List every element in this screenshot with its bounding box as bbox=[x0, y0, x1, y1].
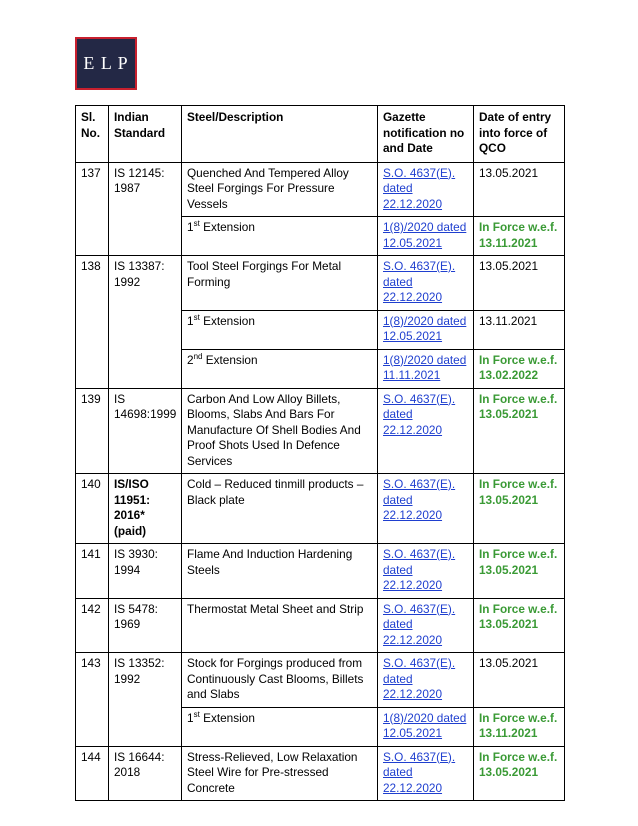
gazette-link[interactable]: S.O. 4637(E). dated 22.12.2020 bbox=[383, 656, 456, 701]
table-row bbox=[76, 256, 565, 311]
cell-description: Tool Steel Forgings For Metal Forming bbox=[182, 256, 378, 311]
gazette-link[interactable]: S.O. 4637(E). dated 22.12.2020 bbox=[383, 749, 456, 795]
cell-standard: IS 3930: 1994 bbox=[109, 544, 182, 599]
gazette-link[interactable]: S.O. 4637(E). dated 22.12.2020 bbox=[383, 477, 456, 522]
cell-date: In Force w.e.f. 13.05.2021 bbox=[474, 474, 565, 544]
cell-standard: IS 12145: 1987 bbox=[109, 162, 182, 256]
cell-date: In Force w.e.f. 13.11.2021 bbox=[474, 217, 565, 256]
table-row bbox=[76, 653, 565, 708]
cell-gazette bbox=[378, 653, 474, 708]
cell-standard: IS/ISO 11951: 2016* (paid) bbox=[109, 474, 182, 544]
table-row bbox=[76, 746, 565, 801]
gazette-link[interactable]: 1(8)/2020 dated 12.05.2021 bbox=[383, 220, 467, 250]
cell-gazette bbox=[378, 349, 474, 388]
cell-sl: 144 bbox=[76, 746, 109, 801]
gazette-link[interactable]: S.O. 4637(E). dated 22.12.2020 bbox=[383, 259, 456, 304]
cell-date: 13.05.2021 bbox=[474, 653, 565, 708]
cell-date: In Force w.e.f. 13.02.2022 bbox=[474, 349, 565, 388]
qco-table bbox=[75, 105, 565, 801]
cell-date: 13.05.2021 bbox=[474, 256, 565, 311]
table-row bbox=[76, 388, 565, 474]
gazette-link[interactable]: S.O. 4637(E). dated 22.12.2020 bbox=[383, 391, 456, 437]
cell-sl: 141 bbox=[76, 544, 109, 599]
cell-date: In Force w.e.f. 13.11.2021 bbox=[474, 707, 565, 746]
cell-sl: 140 bbox=[76, 474, 109, 544]
table-row bbox=[76, 598, 565, 653]
cell-gazette bbox=[378, 256, 474, 311]
cell-gazette bbox=[378, 544, 474, 599]
cell-date: In Force w.e.f. 13.05.2021 bbox=[474, 544, 565, 599]
table-row bbox=[76, 544, 565, 599]
cell-description: Stress-Relieved, Low Relaxation Steel Wire for Pre-stressed Concrete bbox=[182, 746, 378, 801]
cell-sl: 142 bbox=[76, 598, 109, 653]
header-sl: Sl. No. bbox=[76, 106, 109, 163]
cell-gazette bbox=[378, 707, 474, 746]
gazette-link[interactable]: S.O. 4637(E). dated 22.12.2020 bbox=[383, 165, 456, 211]
cell-standard: IS 16644: 2018 bbox=[109, 746, 182, 801]
cell-gazette bbox=[378, 162, 474, 217]
gazette-link[interactable]: 1(8)/2020 dated 12.05.2021 bbox=[383, 710, 467, 740]
gazette-link[interactable]: 1(8)/2020 dated 12.05.2021 bbox=[383, 313, 467, 343]
cell-sl: 138 bbox=[76, 256, 109, 389]
cell-standard: IS 13387: 1992 bbox=[109, 256, 182, 389]
cell-description: Flame And Induction Hardening Steels bbox=[182, 544, 378, 599]
cell-gazette bbox=[378, 217, 474, 256]
header-description: Steel/Description bbox=[182, 106, 378, 163]
cell-standard: IS 13352: 1992 bbox=[109, 653, 182, 747]
cell-gazette bbox=[378, 474, 474, 544]
gazette-link[interactable]: 1(8)/2020 dated 11.11.2021 bbox=[383, 352, 467, 382]
cell-description: Cold – Reduced tinmill products – Black plate bbox=[182, 474, 378, 544]
cell-description: Stock for Forgings produced from Continuously Cast Blooms, Billets and Slabs bbox=[182, 653, 378, 708]
cell-date: 13.05.2021 bbox=[474, 162, 565, 217]
cell-date: In Force w.e.f. 13.05.2021 bbox=[474, 746, 565, 801]
cell-extension: 2nd Extension bbox=[182, 349, 378, 388]
cell-gazette bbox=[378, 310, 474, 349]
table-header-row bbox=[76, 106, 565, 163]
header-date: Date of entry into force of QCO bbox=[474, 106, 565, 163]
header-standard: Indian Standard bbox=[109, 106, 182, 163]
logo-text: E L P bbox=[83, 53, 129, 73]
cell-extension: 1st Extension bbox=[182, 707, 378, 746]
cell-extension: 1st Extension bbox=[182, 217, 378, 256]
cell-sl: 143 bbox=[76, 653, 109, 747]
cell-description: Thermostat Metal Sheet and Strip bbox=[182, 598, 378, 653]
cell-gazette bbox=[378, 388, 474, 474]
cell-extension: 1st Extension bbox=[182, 310, 378, 349]
header-gazette: Gazette notification no and Date bbox=[378, 106, 474, 163]
table-row bbox=[76, 162, 565, 217]
cell-gazette bbox=[378, 746, 474, 801]
cell-description: Quenched And Tempered Alloy Steel Forgings For Pressure Vessels bbox=[182, 162, 378, 217]
cell-sl: 139 bbox=[76, 388, 109, 474]
cell-date: 13.11.2021 bbox=[474, 310, 565, 349]
gazette-link[interactable]: S.O. 4637(E). dated 22.12.2020 bbox=[383, 601, 456, 647]
cell-date: In Force w.e.f. 13.05.2021 bbox=[474, 388, 565, 474]
cell-description: Carbon And Low Alloy Billets, Blooms, Slabs And Bars For Manufacture Of Shell Bodies And Proof Shots Used In Defence Services bbox=[182, 388, 378, 474]
cell-sl: 137 bbox=[76, 162, 109, 256]
cell-standard: IS 5478: 1969 bbox=[109, 598, 182, 653]
elp-logo bbox=[75, 37, 137, 90]
gazette-link[interactable]: S.O. 4637(E). dated 22.12.2020 bbox=[383, 547, 456, 592]
cell-gazette bbox=[378, 598, 474, 653]
cell-date: In Force w.e.f. 13.05.2021 bbox=[474, 598, 565, 653]
table-row bbox=[76, 474, 565, 544]
cell-standard: IS 14698:1999 bbox=[109, 388, 182, 474]
